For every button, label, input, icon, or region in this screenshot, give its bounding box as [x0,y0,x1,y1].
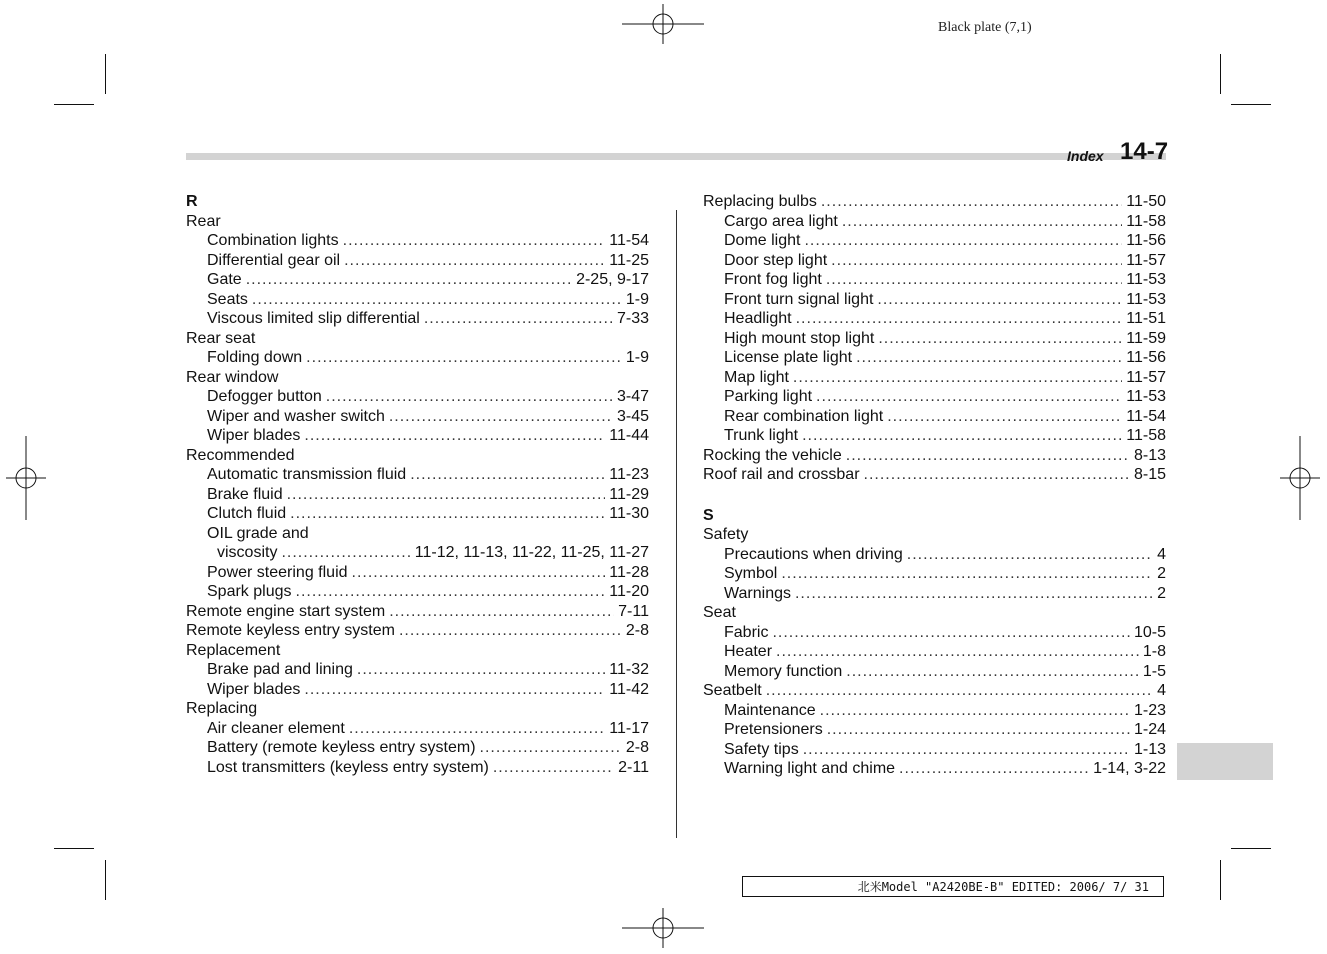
entry-text: Wiper blades [207,680,301,698]
leader-dots [826,270,1122,290]
leader-dots [831,251,1122,271]
entry-text: Wiper and washer switch [207,407,385,425]
entry-text: Safety tips [724,740,799,758]
leader-dots [357,660,605,680]
index-subentry [186,680,649,700]
entry-text: Replacement [186,641,281,659]
leader-dots [907,545,1153,565]
section-gap [703,485,1166,506]
index-subentry [186,231,649,251]
index-subentry [703,309,1166,329]
plate-label: Black plate (7,1) [938,20,1032,35]
leader-dots [816,387,1122,407]
leader-dots [296,582,606,602]
leader-dots [795,584,1153,604]
entry-text: Power steering fluid [207,563,348,581]
leader-dots [389,407,613,427]
entry-page-ref: 11-57 [1126,251,1166,269]
entry-page-ref: 2-25, 9-17 [576,271,649,288]
registration-mark-icon [1280,436,1320,520]
entry-page-ref: 2-11 [618,758,649,776]
entry-text: Headlight [724,310,792,327]
entry-page-ref: 11-53 [1126,271,1166,288]
entry-page-ref: 11-56 [1126,349,1166,366]
index-subentry [703,662,1166,682]
entry-page-ref: 4 [1157,682,1166,699]
index-subentry [186,543,649,563]
crop-mark [1231,104,1271,105]
entry-text: Warnings [724,584,791,602]
entry-page-ref: 2-8 [625,622,649,639]
entry-page-ref: 1-24 [1133,721,1166,738]
entry-text: High mount stop light [724,329,875,347]
leader-dots [864,465,1130,485]
entry-page-ref: 8-13 [1133,446,1166,464]
entry-page-ref: 11-53 [1126,290,1166,308]
entry-text: Rear window [186,368,279,386]
entry-text: Door step light [724,251,828,269]
index-subentry [186,660,649,680]
index-subentry [186,465,649,485]
leader-dots [252,290,622,310]
index-subentry [703,720,1166,740]
entry-text: Maintenance [724,701,816,719]
index-entry [703,465,1166,485]
index-subentry [703,701,1166,721]
index-column-left [186,192,649,777]
leader-dots [899,759,1089,779]
leader-dots [349,719,605,739]
entry-text: Automatic transmission fluid [207,466,407,483]
index-entry [186,368,649,388]
entry-page-ref: 1-5 [1142,662,1166,680]
entry-page-ref: 7-11 [618,602,649,620]
entry-page-ref: 1-9 [625,290,649,308]
crop-mark [1220,860,1221,900]
leader-dots [846,662,1139,682]
index-entry [186,699,649,719]
entry-text: Front fog light [724,271,822,288]
entry-text: Air cleaner element [207,719,345,737]
leader-dots [304,680,605,700]
index-subentry [703,407,1166,427]
index-entry [186,446,649,466]
entry-text: Precautions when driving [724,545,903,563]
index-subentry [186,582,649,602]
entry-text: Seats [207,290,248,308]
entry-text: Viscous limited slip differential [207,310,420,327]
entry-page-ref: 2 [1157,584,1166,602]
leader-dots [803,740,1130,760]
entry-text: Warning light and chime [724,760,896,777]
leader-dots [827,720,1130,740]
index-entry [703,446,1166,466]
entry-text: Differential gear oil [207,251,341,269]
entry-text: Clutch fluid [207,505,287,522]
entry-page-ref: 11-54 [609,232,649,249]
entry-text: Trunk light [724,427,799,444]
entry-page-ref: 1-13 [1133,740,1166,758]
entry-text: Symbol [724,565,778,582]
leader-dots [856,348,1122,368]
index-subentry [703,368,1166,388]
entry-page-ref: 11-29 [609,485,649,503]
index-entry [186,641,649,661]
entry-page-ref: 1-14, 3-22 [1093,760,1166,777]
index-subentry [703,212,1166,232]
index-subentry [186,485,649,505]
entry-page-ref: 11-44 [609,427,649,444]
leader-dots [399,621,622,641]
entry-page-ref: 11-57 [1126,368,1166,386]
leader-dots [389,602,614,622]
index-subentry [703,348,1166,368]
entry-page-ref: 11-54 [1126,407,1166,425]
leader-dots [410,465,605,485]
entry-text: Brake pad and lining [207,661,353,678]
leader-dots [343,231,606,251]
index-column-right [703,192,1166,779]
entry-text: Rear [186,212,221,230]
index-subentry [186,504,649,524]
leader-dots [493,758,614,778]
leader-dots [821,192,1122,212]
leader-dots [326,387,613,407]
entry-page-ref: 8-15 [1133,466,1166,483]
leader-dots [480,738,622,758]
entry-text: Map light [724,368,789,386]
footer-text: 北米Model "A2420BE-B" EDITED: 2006/ 7/ 31 [857,880,1149,894]
entry-page-ref: 2 [1157,565,1166,582]
entry-text: Wiper blades [207,427,301,444]
registration-mark-icon [622,908,704,948]
entry-page-ref: 1-8 [1142,643,1166,660]
crop-mark [1231,848,1271,849]
entry-text: viscosity [217,544,278,561]
column-divider [676,210,677,838]
index-subentry [186,348,649,368]
entry-text: Fabric [724,623,769,641]
crop-mark [105,860,106,900]
leader-dots [776,642,1139,662]
index-entry [703,603,1166,623]
entry-text: Heater [724,643,773,660]
entry-page-ref: 4 [1157,545,1166,563]
leader-dots [772,623,1130,643]
entry-text: Combination lights [207,232,339,249]
index-subentry [703,759,1166,779]
index-subentry [186,719,649,739]
entry-text: Dome light [724,232,801,249]
entry-page-ref: 11-23 [609,466,649,483]
entry-text: Rear seat [186,329,256,347]
entry-page-ref: 11-50 [1126,193,1166,210]
entry-page-ref: 11-30 [609,505,649,522]
index-entry [703,681,1166,701]
entry-text: Replacing [186,700,258,717]
entry-page-ref: 3-47 [616,388,649,405]
entry-page-ref: 10-5 [1133,623,1166,641]
leader-dots [820,701,1130,721]
index-entry [186,602,649,622]
crop-mark [1220,54,1221,94]
leader-dots [287,485,606,505]
index-letter: S [703,506,714,524]
entry-text: Front turn signal light [724,290,874,308]
entry-page-ref: 11-56 [1126,232,1166,249]
entry-page-ref: 3-45 [616,407,649,425]
index-subentry [703,290,1166,310]
entry-page-ref: 11-58 [1126,212,1166,230]
entry-text: Replacing bulbs [703,193,817,210]
index-subentry [186,563,649,583]
entry-page-ref: 11-32 [609,661,649,678]
entry-text: Seatbelt [703,682,762,699]
crop-mark [105,54,106,94]
index-subentry [703,231,1166,251]
leader-dots [887,407,1122,427]
entry-page-ref: 11-42 [609,680,649,698]
index-subentry [186,758,649,778]
index-subentry [186,251,649,271]
entry-page-ref: 1-9 [625,349,649,366]
entry-text: Roof rail and crossbar [703,466,860,483]
index-subentry [703,329,1166,349]
leader-dots [804,231,1122,251]
entry-page-ref: 11-17 [609,719,649,737]
entry-text: OIL grade and [207,524,309,542]
entry-page-ref: 11-20 [609,583,649,600]
index-subentry [703,251,1166,271]
entry-text: Defogger button [207,388,322,405]
index-entry [186,212,649,232]
entry-page-ref: 11-59 [1126,329,1166,347]
crop-mark [54,848,94,849]
leader-dots [796,309,1123,329]
entry-text: Remote keyless entry system [186,622,395,639]
index-subentry [186,738,649,758]
entry-text: Memory function [724,662,843,680]
entry-page-ref: 11-25 [609,251,649,269]
index-subentry [186,387,649,407]
entry-page-ref: 11-12, 11-13, 11-22, 11-25, 11-27 [414,544,649,561]
entry-page-ref: 11-58 [1126,427,1166,444]
entry-page-ref: 7-33 [616,310,649,327]
index-entry [703,525,1166,545]
leader-dots [878,329,1122,349]
index-entry [703,192,1166,212]
entry-text: Gate [207,271,242,288]
entry-text: Folding down [207,349,303,366]
leader-dots [352,563,606,583]
index-subentry [703,584,1166,604]
leader-dots [304,426,605,446]
index-subentry [703,426,1166,446]
index-subentry [186,309,649,329]
entry-text: Lost transmitters (keyless entry system) [207,758,489,776]
footer-stamp [742,876,1164,897]
entry-text: Cargo area light [724,212,838,230]
index-subentry [186,290,649,310]
entry-text: Rear combination light [724,407,884,425]
page-number: 14-7 [1120,138,1169,165]
leader-dots [281,543,410,563]
leader-dots [246,270,572,290]
entry-page-ref: 2-8 [625,739,649,756]
index-subentry [186,426,649,446]
index-subentry [703,270,1166,290]
entry-text: Seat [703,604,736,621]
index-subentry [186,407,649,427]
entry-text: Brake fluid [207,485,283,503]
leader-dots [766,681,1153,701]
index-entry [186,621,649,641]
leader-dots [846,446,1130,466]
entry-text: Safety [703,526,749,543]
entry-text: Recommended [186,446,295,464]
registration-mark-icon [6,436,46,520]
leader-dots [344,251,605,271]
entry-page-ref: 11-28 [609,563,649,581]
index-entry [186,329,649,349]
leader-dots [842,212,1122,232]
entry-text: Pretensioners [724,721,823,738]
leader-dots [306,348,622,368]
registration-mark-icon [622,4,704,44]
entry-page-ref: 11-53 [1126,388,1166,405]
entry-page-ref: 11-51 [1126,310,1166,327]
entry-text: License plate light [724,349,853,366]
entry-text: Parking light [724,388,813,405]
entry-page-ref: 1-23 [1133,701,1166,719]
index-subentry [703,545,1166,565]
section-title: Index [1067,148,1104,164]
leader-dots [424,309,613,329]
index-subentry [703,740,1166,760]
leader-dots [781,564,1153,584]
entry-text: Spark plugs [207,583,292,600]
index-subentry [186,524,649,544]
leader-dots [877,290,1122,310]
index-letter: R [186,193,198,210]
index-subentry [186,270,649,290]
leader-dots [793,368,1122,388]
entry-text: Rocking the vehicle [703,446,842,464]
crop-mark [54,104,94,105]
entry-text: Battery (remote keyless entry system) [207,739,476,756]
leader-dots [802,426,1122,446]
index-subentry [703,642,1166,662]
index-subentry [703,387,1166,407]
index-subentry [703,564,1166,584]
leader-dots [290,504,605,524]
entry-text: Remote engine start system [186,602,386,620]
index-subentry [703,623,1166,643]
header-bar [186,153,1166,160]
thumb-tab [1177,743,1273,780]
